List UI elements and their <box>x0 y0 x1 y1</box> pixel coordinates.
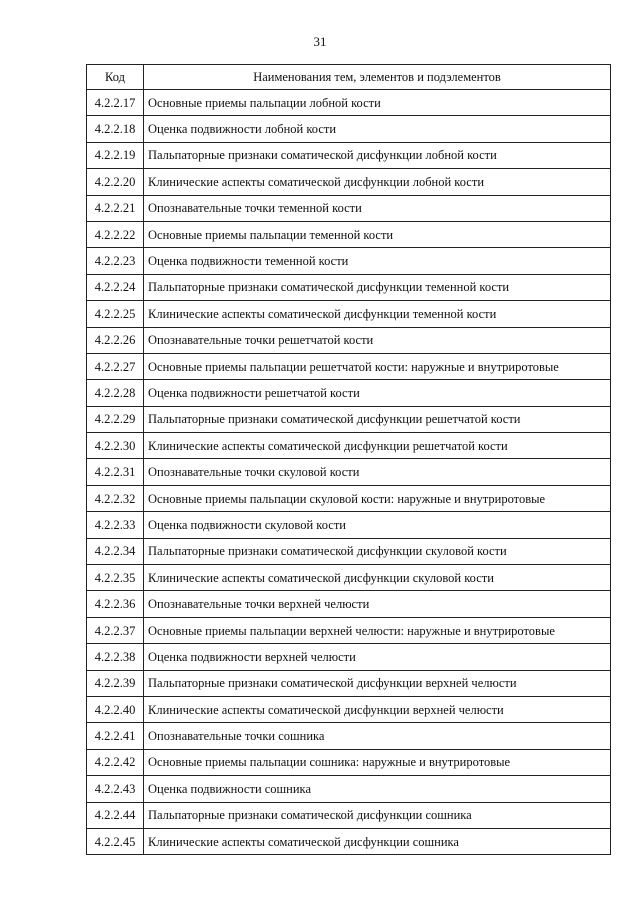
table-row <box>87 485 611 511</box>
table-row <box>87 670 611 696</box>
row-code: 4.2.2.21 <box>87 195 144 221</box>
row-code: 4.2.2.39 <box>87 670 144 696</box>
row-name: Клинические аспекты соматической дисфункции скуловой кости <box>144 565 611 591</box>
row-name: Клинические аспекты соматической дисфункции теменной кости <box>144 301 611 327</box>
row-name: Клинические аспекты соматической дисфункции решетчатой кости <box>144 433 611 459</box>
table-row <box>87 538 611 564</box>
row-name: Основные приемы пальпации лобной кости <box>144 90 611 116</box>
table-row <box>87 433 611 459</box>
row-code: 4.2.2.38 <box>87 644 144 670</box>
row-name: Опознавательные точки верхней челюсти <box>144 591 611 617</box>
row-code: 4.2.2.17 <box>87 90 144 116</box>
header-name: Наименования тем, элементов и подэлементов <box>144 65 611 90</box>
row-code: 4.2.2.37 <box>87 617 144 643</box>
row-name: Основные приемы пальпации решетчатой кости: наружные и внутриротовые <box>144 353 611 379</box>
row-code: 4.2.2.24 <box>87 274 144 300</box>
table-row <box>87 459 611 485</box>
table-row <box>87 142 611 168</box>
table-row <box>87 776 611 802</box>
table-row <box>87 512 611 538</box>
row-code: 4.2.2.30 <box>87 433 144 459</box>
table-row <box>87 617 611 643</box>
row-name: Опознавательные точки решетчатой кости <box>144 327 611 353</box>
row-name: Основные приемы пальпации верхней челюсти: наружные и внутриротовые <box>144 617 611 643</box>
table-row <box>87 90 611 116</box>
row-name: Оценка подвижности верхней челюсти <box>144 644 611 670</box>
table-row <box>87 749 611 775</box>
row-name: Опознавательные точки теменной кости <box>144 195 611 221</box>
row-name: Клинические аспекты соматической дисфункции лобной кости <box>144 169 611 195</box>
table-row <box>87 591 611 617</box>
table-row <box>87 802 611 828</box>
row-name: Оценка подвижности теменной кости <box>144 248 611 274</box>
row-name: Оценка подвижности сошника <box>144 776 611 802</box>
row-code: 4.2.2.29 <box>87 406 144 432</box>
row-code: 4.2.2.25 <box>87 301 144 327</box>
row-code: 4.2.2.19 <box>87 142 144 168</box>
header-code: Код <box>87 65 144 90</box>
table-row <box>87 565 611 591</box>
table-row <box>87 221 611 247</box>
page-number: 31 <box>313 34 327 49</box>
table-row <box>87 353 611 379</box>
row-name: Оценка подвижности скуловой кости <box>144 512 611 538</box>
row-code: 4.2.2.20 <box>87 169 144 195</box>
row-code: 4.2.2.22 <box>87 221 144 247</box>
row-code: 4.2.2.36 <box>87 591 144 617</box>
row-name: Пальпаторные признаки соматической дисфункции решетчатой кости <box>144 406 611 432</box>
row-code: 4.2.2.23 <box>87 248 144 274</box>
row-code: 4.2.2.33 <box>87 512 144 538</box>
row-name: Пальпаторные признаки соматической дисфункции сошника <box>144 802 611 828</box>
row-name: Пальпаторные признаки соматической дисфункции лобной кости <box>144 142 611 168</box>
table-row <box>87 274 611 300</box>
row-code: 4.2.2.18 <box>87 116 144 142</box>
row-code: 4.2.2.44 <box>87 802 144 828</box>
table-row <box>87 696 611 722</box>
row-name: Опознавательные точки сошника <box>144 723 611 749</box>
row-code: 4.2.2.28 <box>87 380 144 406</box>
row-code: 4.2.2.45 <box>87 828 144 854</box>
table-row <box>87 723 611 749</box>
table-row <box>87 828 611 854</box>
table-body <box>87 90 611 855</box>
row-name: Основные приемы пальпации скуловой кости: наружные и внутриротовые <box>144 485 611 511</box>
row-code: 4.2.2.27 <box>87 353 144 379</box>
topics-table <box>86 64 611 855</box>
row-name: Оценка подвижности решетчатой кости <box>144 380 611 406</box>
row-code: 4.2.2.40 <box>87 696 144 722</box>
row-code: 4.2.2.41 <box>87 723 144 749</box>
table-row <box>87 116 611 142</box>
table-row <box>87 327 611 353</box>
row-code: 4.2.2.42 <box>87 749 144 775</box>
row-name: Клинические аспекты соматической дисфункции верхней челюсти <box>144 696 611 722</box>
row-name: Пальпаторные признаки соматической дисфункции скуловой кости <box>144 538 611 564</box>
row-name: Основные приемы пальпации сошника: наружные и внутриротовые <box>144 749 611 775</box>
row-name: Клинические аспекты соматической дисфункции сошника <box>144 828 611 854</box>
row-name: Основные приемы пальпации теменной кости <box>144 221 611 247</box>
table-row <box>87 406 611 432</box>
row-code: 4.2.2.26 <box>87 327 144 353</box>
row-name: Опознавательные точки скуловой кости <box>144 459 611 485</box>
table-row <box>87 195 611 221</box>
table-row <box>87 169 611 195</box>
row-code: 4.2.2.43 <box>87 776 144 802</box>
row-name: Пальпаторные признаки соматической дисфункции верхней челюсти <box>144 670 611 696</box>
table-row <box>87 248 611 274</box>
row-code: 4.2.2.34 <box>87 538 144 564</box>
table-row <box>87 380 611 406</box>
row-code: 4.2.2.32 <box>87 485 144 511</box>
table-row <box>87 644 611 670</box>
row-code: 4.2.2.31 <box>87 459 144 485</box>
table-header-row <box>87 65 611 90</box>
row-name: Пальпаторные признаки соматической дисфункции теменной кости <box>144 274 611 300</box>
row-name: Оценка подвижности лобной кости <box>144 116 611 142</box>
row-code: 4.2.2.35 <box>87 565 144 591</box>
table-row <box>87 301 611 327</box>
